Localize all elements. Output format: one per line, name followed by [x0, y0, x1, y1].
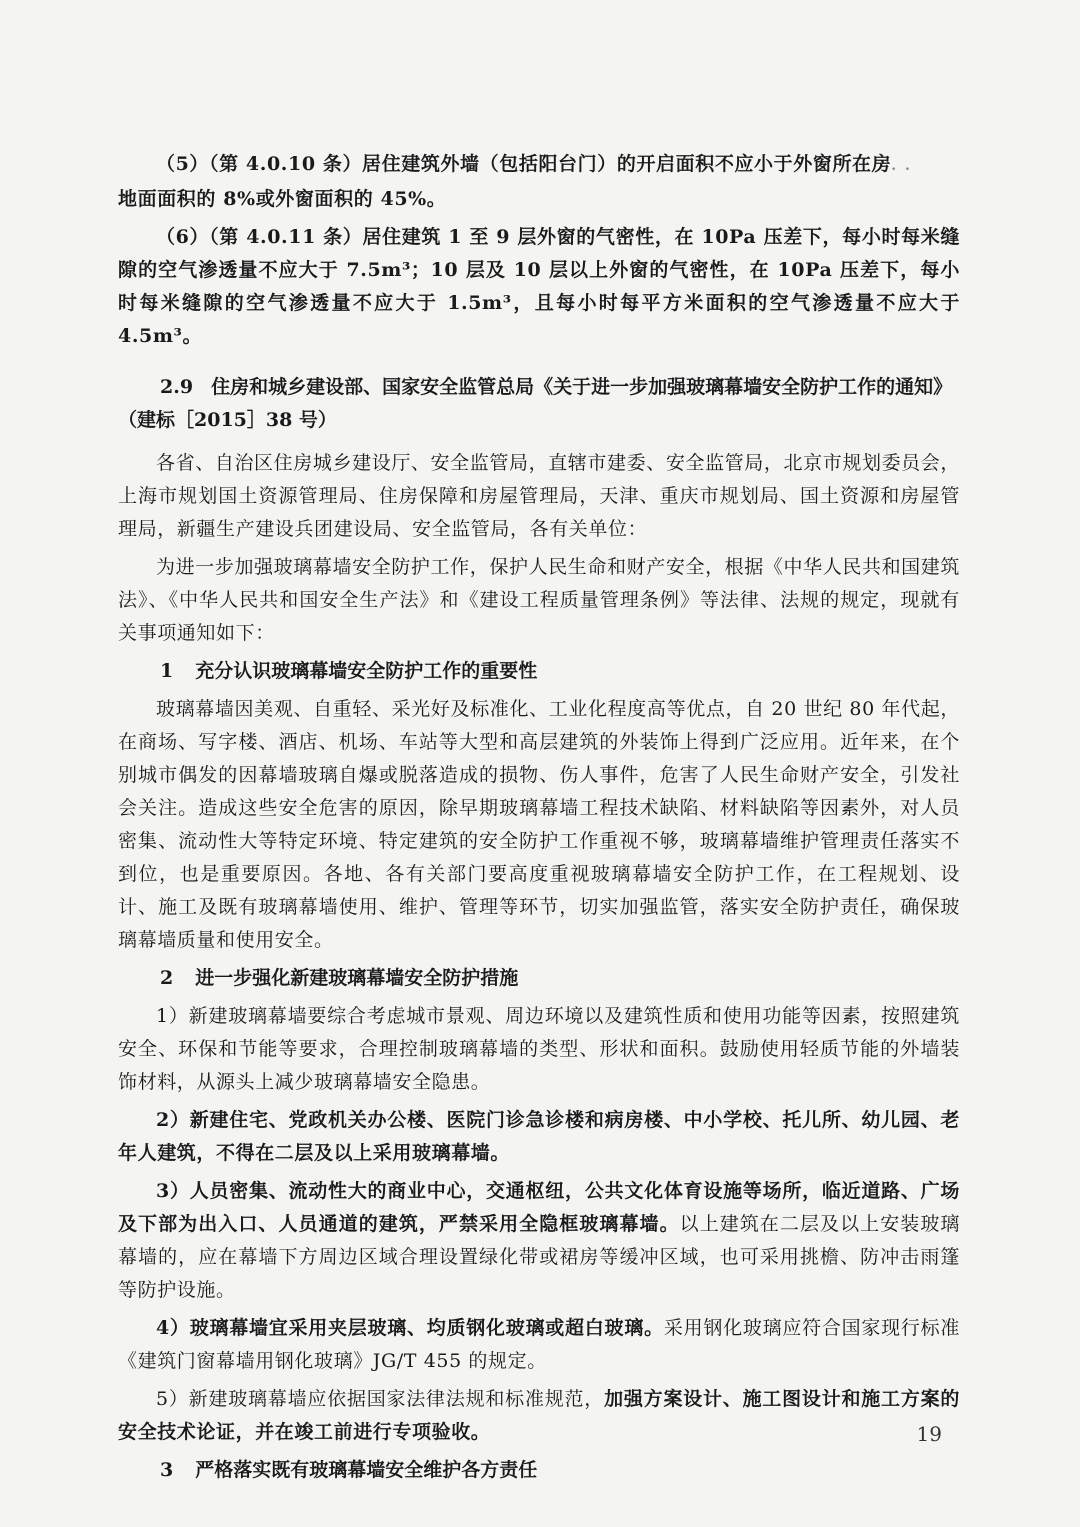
intro-paragraph: 为进一步加强玻璃幕墙安全防护工作，保护人民生命和财产安全，根据《中华人民共和国建筑法》、《中华人民共和国安全生产法》和《建设工程质量管理条例》等法律、法规的规定，现就有关事项通知如下：: [118, 556, 960, 644]
subsection-1-body: 玻璃幕墙因美观、自重轻、采光好及标准化、工业化程度高等优点，自 20 世纪 80 年代起，在商场、写字楼、酒店、机场、车站等大型和高层建筑的外装饰上得到广泛应用。近年来，在个别城市偶发的因幕墙玻璃自爆或脱落造成的损物、伤人事件，危害了人民生命财产安全，引发社会关注。造成这些安全危害的原因，除早期玻璃幕墙工程技术缺陷、材料缺陷等因素外，对人员密集、流动性大等特定环境、特定建筑的安全防护工作重视不够，玻璃幕墙维护管理责任落实不到位，也是重要原因。各地、各有关部门要高度重视玻璃幕墙安全防护工作，在工程规划、设计、施工及既有玻璃幕墙使用、维护、管理等环节，切实加强监管，落实安全防护责任，确保玻璃幕墙质量和使用安全。: [118, 698, 960, 951]
subsection-2-item-5: 5）新建玻璃幕墙应依据国家法律法规和标准规范，加强方案设计、施工图设计和施工方案的安全技术论证，并在竣工前进行专项验收。: [118, 1388, 960, 1443]
subsection-2-item-2: 2）新建住宅、党政机关办公楼、医院门诊急诊楼和病房楼、中小学校、托儿所、幼儿园、老年人建筑，不得在二层及以上采用玻璃幕墙。: [118, 1109, 960, 1164]
subsection-2-item-4: 4）玻璃幕墙宜采用夹层玻璃、均质钢化玻璃或超白玻璃。采用钢化玻璃应符合国家现行标准《建筑门窗幕墙用钢化玻璃》JG/T 455 的规定。: [118, 1317, 960, 1372]
addressees-paragraph: 各省、自治区住房城乡建设厅、安全监管局，直辖市建委、安全监管局，北京市规划委员会，上海市规划国土资源管理局、住房保障和房屋管理局，天津、重庆市规划局、国土资源和房屋管理局，新疆生产建设兵团建设局、安全监管局，各有关单位：: [118, 452, 960, 540]
subsection-3-heading: 3 严格落实既有玻璃幕墙安全维护各方责任: [160, 1459, 538, 1481]
page-number: 19: [916, 1422, 942, 1446]
section-2-9-heading: 2.9 住房和城乡建设部、国家安全监管总局《关于进一步加强玻璃幕墙安全防护工作的通知》（建标［2015］38 号）: [118, 376, 953, 431]
subsection-1-heading: 1 充分认识玻璃幕墙安全防护工作的重要性: [160, 660, 538, 682]
subsection-2-heading: 2 进一步强化新建玻璃幕墙安全防护措施: [160, 967, 519, 989]
item-6: （6）（第 4.0.11 条）居住建筑 1 至 9 层外窗的气密性，在 10Pa 压差下，每小时每米缝隙的空气渗透量不应大于 7.5m³；10 层及 10 层以上外窗的气密性，在 10Pa 压差下，每小时每米缝隙的空气渗透量不应大于 1.5m³，且每小时每平方米面积的空气渗透量不应大于 4.5m³。: [118, 226, 960, 347]
subsection-2-item-1: 1）新建玻璃幕墙要综合考虑城市景观、周边环境以及建筑性质和使用功能等因素，按照建筑安全、环保和节能等要求，合理控制玻璃幕墙的类型、形状和面积。鼓励使用轻质节能的外墙装饰材料，从源头上减少玻璃幕墙安全隐患。: [118, 1005, 960, 1093]
document-body: [118, 148, 960, 1492]
subsection-2-item-3: 3）人员密集、流动性大的商业中心，交通枢纽，公共文化体育设施等场所，临近道路、广场及下部为出入口、人员通道的建筑，严禁采用全隐框玻璃幕墙。以上建筑在二层及以上安装玻璃幕墙的，应在幕墙下方周边区域合理设置绿化带或裙房等缓冲区域，也可采用挑檐、防冲击雨篷等防护设施。: [118, 1180, 960, 1301]
item-5: （5）（第 4.0.10 条）居住建筑外墙（包括阳台门）的开启面积不应小于外窗所在房. . 地面面积的 8%或外窗面积的 45%。: [118, 153, 912, 210]
